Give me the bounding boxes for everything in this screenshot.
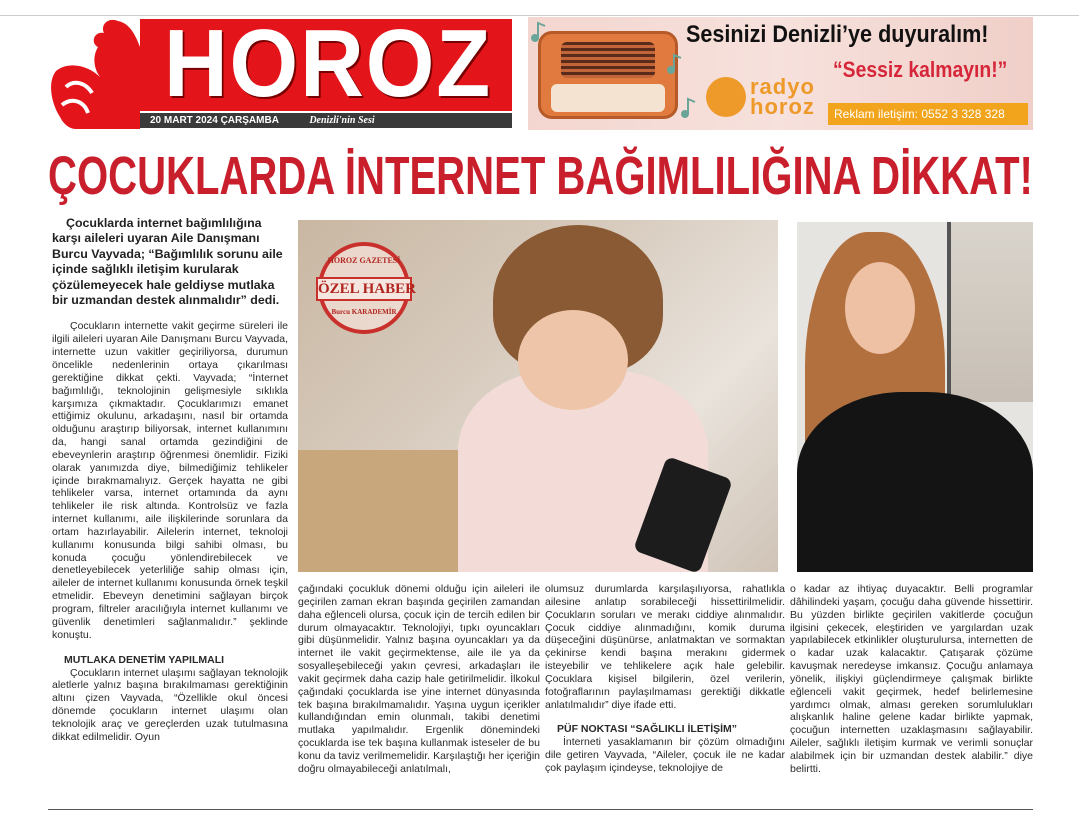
newspaper-masthead (48, 17, 512, 130)
radyo-horoz-logo (706, 73, 826, 123)
article-column-4 (790, 583, 1033, 776)
music-note-icon (530, 21, 546, 43)
child-with-phone-photo (298, 220, 778, 572)
counselor-portrait-photo (797, 222, 1033, 572)
top-rule (0, 15, 1079, 16)
stamp-top-text: HOROZ GAZETESİ (327, 256, 401, 265)
radio-icon (538, 31, 678, 119)
brand-line-2: horoz (750, 94, 815, 119)
article-subheading: MUTLAKA DENETİM YAPILMALI (64, 653, 225, 666)
music-note-icon (666, 53, 682, 75)
issue-date: 20 MART 2024 ÇARŞAMBA (150, 115, 279, 126)
stamp-author-text: Burcu KARADEMİR (331, 308, 397, 316)
article-lead: Çocuklarda internet bağımlılığına karşı aileleri uyaran Aile Danışmanı Burcu Vayvada; “Bağımlılık sorunu aile içinde sağlıklı iletişim kurularak çözülemeyecek hale geldiyse mutlaka bir uzmandan destek alınmalıdır” dedi. (52, 216, 283, 308)
rooster-circle-icon (706, 77, 746, 117)
article-paragraph: Çocukların internet ulaşımı sağlayan teknolojik aletlerle yalnız başına bırakılmaması gerektiğinin altını çizen Vayvada, “Özellikle okul öncesi dönemde çocukların internet ulaşımı olan teknolojik araç ve gereçlerden uzak tutulmasına dikkat edilmelidir. Oyun (52, 666, 288, 743)
bottom-rule (48, 809, 1033, 810)
ozel-haber-stamp (318, 242, 416, 334)
ad-headline: Sesinizi Denizli’ye duyuralım! (686, 21, 989, 48)
ad-slogan: “Sessiz kalmayın!” (833, 57, 1008, 82)
masthead-logo-text: HOROZ (163, 17, 493, 111)
article-headline-container (48, 145, 1033, 207)
music-note-icon (680, 97, 696, 119)
masthead-slogan: Denizli'nin Sesi (309, 115, 375, 126)
article-subheading: PÜF NOKTASI “SAĞLIKLI İLETİŞİM” (557, 723, 738, 736)
article-paragraph: Çocukların internette vakit geçirme süreleri ile ilgili aileleri uyaran Aile Danışmanı Burcu Vayvada, internette uzun vakitler geçiriliyorsa, durumun öncelikle nedenlerinin ortaya çıkarılması gerektiğine dikkat çekti. Vayvada; “İnternet bağımlılığı, teknolojinin gelişmesiyle sıklıkla karşımıza çıkmaktadır. Çocuklarımızı emanet ettiğimiz okulunu, arkadaşını, nasıl bir ortamda olduğunu araştırıp biliyorsak, internet kullanımını da, hangi sanal ortamda gezindiğini de ebeveynlerin araştırıp öğrenmesi önemlidir. Fiziki olarak yanımızda diye, bilmediğimiz tehlikeler içinde bırakmamalıyız. Gerçek hayatta ne gibi tehlikeler varsa, internet ortamında da aynı tehlikeler ile risk altında. Kontrolsüz ve fazla internet kullanımı, aile ilişkilerinde sorunlara da ortam hazırlayabilir. Ailelerin internet, teknoloji kullanımı konusunda bilgi sahibi olması, bu konuda çocuğu yönlendirebilecek ve denetleyebilecek yeterliliğe sahip olması için, aileler de internet kullanımı konusunda örnek teşkil etmelidir. Ebeveyn denetimini sağlayan birçok program, filtreler aracılığıyla internet kullanımı ve güvenlik denetimleri sağlanmalıdır.” şeklinde konuştu. (52, 320, 288, 641)
article-paragraph: olumsuz durumlarda karşılaşılıyorsa, rahatlıkla ailesine anlatıp sorabileceği hissettirilmelidir. Çocukların soruları ve merakı ciddiye alınmalıdır. Çocuk ciddiye alınmadığını, komik duruma düşeceğini düşünürse, anlatmaktan ve sormaktan çekinirse kendi başına merakını gidermek isteyebilir ve tehlikelere açık hale gelebilir. Çocuklara kişisel bilgilerin, özel verilerin, fotoğraflarının paylaşılmaması gerektiği dikkatle anlatılmalıdır” diye ifade etti. (545, 583, 785, 711)
radio-advertisement-banner[interactable] (528, 17, 1033, 130)
article-column-2 (298, 583, 540, 776)
article-column-3 (545, 583, 785, 775)
stamp-main-text: ÖZEL HABER (316, 277, 412, 301)
masthead-date-bar (140, 113, 512, 128)
article-paragraph: İnterneti yasaklamanın bir çözüm olmadığını dile getiren Vayvada, “Aileler, çocuk ile ne kadar çok paylaşım içindeyse, teknolojiye de (545, 736, 785, 775)
article-paragraph: çağındaki çocukluk dönemi olduğu için aileleri ile geçirilen zaman ekran başında geçirilen zamandan daha eğlenceli olursa, çocuk için de tercih edilen bir durum olmayacaktır. Teknolojiyi, tıpkı oyuncakları gibi düşünmelidir. Yalnız başına oyuncakları ya da internet ile vakit geçirmektense, aile ile ya da sosyalleşebileceği yakın çevresi, arkadaşları ile vakit geçirmek daha cazip hale getirilmelidir. İlkokul çağındaki çocuklarda ise yine internet dünyasında tek başına bırakılmamalıdır. Yaşına uygun içerikler kullandığından emin olunmalı, takibi denetimi mutlaka yapılmalıdır. Ergenlik dönemindeki çocuklarda ise tek başına kullanmak isteseler de bu konu da taviz verilmemelidir. Karşılaştığı her içeriğin doğru olmayabileceği anlatılmalı, (298, 583, 540, 775)
ad-contact: Reklam iletişim: 0552 3 328 328 (828, 103, 1028, 125)
brand-line-1: radyo (750, 74, 815, 99)
article-headline: ÇOCUKLARDA İNTERNET BAĞIMLILIĞINA DİKKAT! (48, 146, 1033, 206)
article-paragraph: o kadar az ihtiyaç duyacaktır. Belli programlar dâhilindeki yaşam, çocuğu daha güvende hissettirir. Bu yüzden birlikte geçirilen vakitlerde çocuğun ilgisini çekecek, eleştiriden ve yargılardan uzak yapılabilecek etkinlikler oluşturulursa, internetten de o kadar uzak kalacaktır. Çatışarak çözüme kavuşmak neredeyse imkansız. Çocuğu anlamaya yönelik, ilişkiyi güçlendirmeye çalışmak birlikte eğlenceli vakit geçirmek, hedef belirlemesine yardımcı olmak, alması gereken sorumlulukları alışkanlık haline gelene kadar birlikte yapmak, çocuğun internetten uzaklaşmasını sağlayabilir. Aileler, sağlıklı iletişim kurmak ve verimli sonuçlar alabilmek için bir uzmandan destek alabilir.” diye belirtti. (790, 583, 1033, 775)
article-column-1 (52, 216, 288, 744)
